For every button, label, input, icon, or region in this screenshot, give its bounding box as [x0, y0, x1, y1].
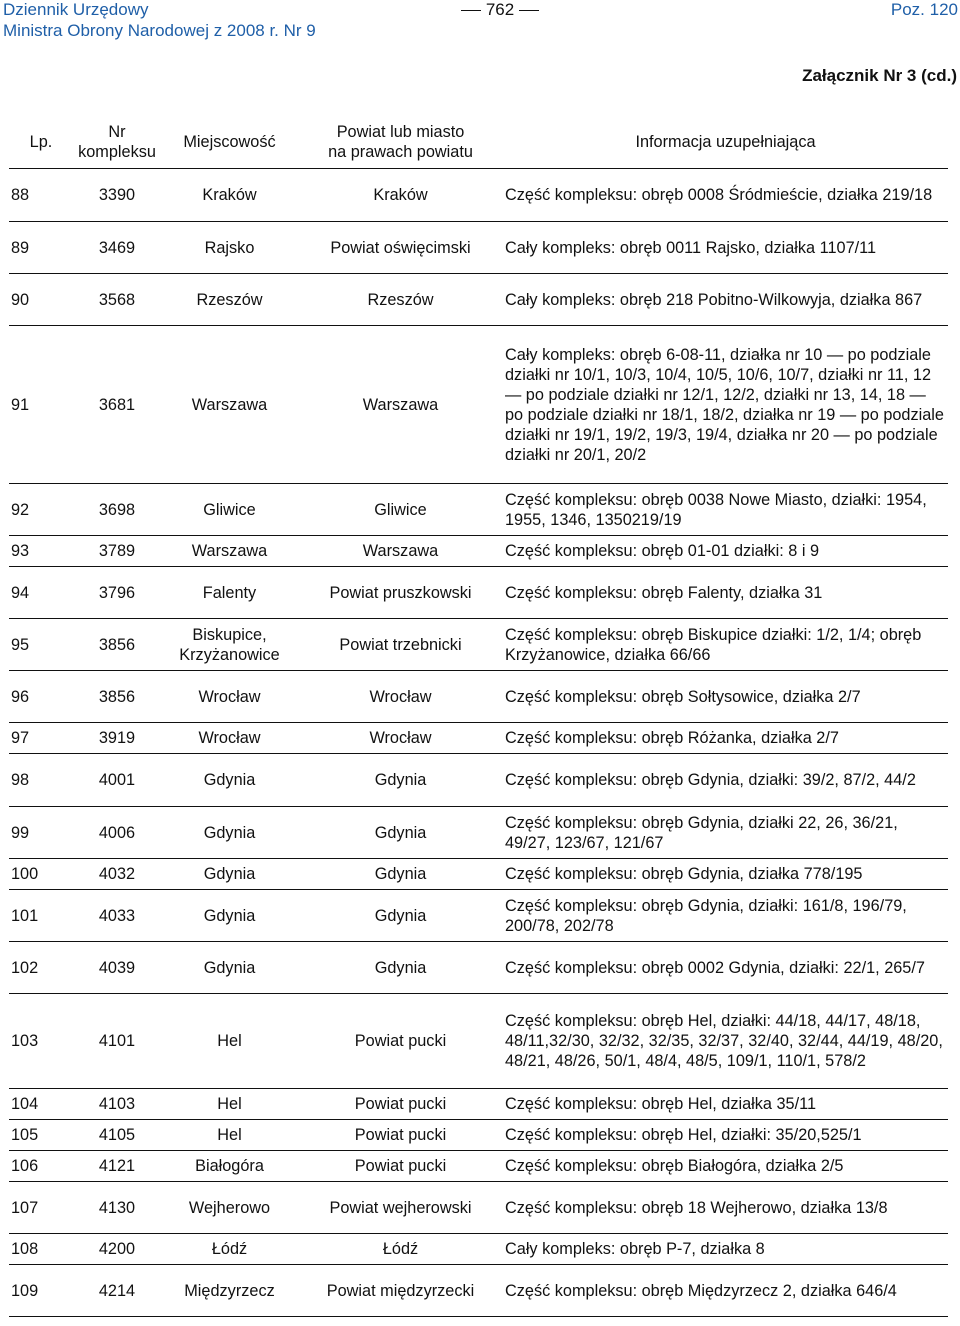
- cell-miejscowosc: Rzeszów: [161, 274, 298, 326]
- cell-miejscowosc: Gdynia: [161, 807, 298, 859]
- cell-powiat: Powiat pruszkowski: [298, 567, 503, 619]
- cell-nr: 3789: [73, 536, 161, 567]
- cell-info: Część kompleksu: obręb Hel, działka 35/11: [503, 1089, 948, 1120]
- cell-nr: 4101: [73, 994, 161, 1089]
- cell-nr: 3919: [73, 723, 161, 754]
- cell-info: Część kompleksu: obręb Gdynia, działki 22, 26, 36/21, 49/27, 123/67, 121/67: [503, 807, 948, 859]
- cell-nr: 4105: [73, 1120, 161, 1151]
- cell-powiat: Wrocław: [298, 723, 503, 754]
- cell-info: Część kompleksu: obręb 0038 Nowe Miasto, działki: 1954, 1955, 1346, 1350219/19: [503, 484, 948, 536]
- table-row: [9, 484, 948, 536]
- cell-powiat: Powiat pucki: [298, 994, 503, 1089]
- cell-lp: 99: [9, 807, 73, 859]
- cell-miejscowosc: Warszawa: [161, 326, 298, 484]
- table-header-row: [9, 116, 948, 169]
- cell-miejscowosc: Hel: [161, 1120, 298, 1151]
- cell-lp: 107: [9, 1182, 73, 1234]
- cell-info: Część kompleksu: obręb 0002 Gdynia, działki: 22/1, 265/7: [503, 942, 948, 994]
- cell-powiat: Powiat wejherowski: [298, 1182, 503, 1234]
- cell-nr: 3698: [73, 484, 161, 536]
- cell-info: Cały kompleks: obręb 218 Pobitno-Wilkowyja, działka 867: [503, 274, 948, 326]
- cell-lp: 102: [9, 942, 73, 994]
- table-row: [9, 1120, 948, 1151]
- cell-nr: 4032: [73, 859, 161, 890]
- col-header-powiat: [298, 116, 503, 169]
- cell-info: Część kompleksu: obręb Różanka, działka 2/7: [503, 723, 948, 754]
- cell-nr: 3856: [73, 619, 161, 671]
- cell-powiat: Gdynia: [298, 890, 503, 942]
- cell-nr: 4200: [73, 1234, 161, 1265]
- col-header-nr: [73, 116, 161, 169]
- table-row: [9, 326, 948, 484]
- cell-info: Część kompleksu: obręb Hel, działki: 35/20,525/1: [503, 1120, 948, 1151]
- table-row: [9, 1234, 948, 1265]
- cell-nr: 4121: [73, 1151, 161, 1182]
- cell-lp: 89: [9, 222, 73, 274]
- cell-info: Część kompleksu: obręb 0008 Śródmieście, działka 219/18: [503, 169, 948, 222]
- cell-miejscowosc: Hel: [161, 1089, 298, 1120]
- cell-powiat: Powiat pucki: [298, 1089, 503, 1120]
- cell-powiat: Warszawa: [298, 536, 503, 567]
- position-number: Poz. 120: [890, 0, 958, 19]
- cell-lp: 90: [9, 274, 73, 326]
- cell-info: Część kompleksu: obręb Hel, działki: 44/18, 44/17, 48/18, 48/11,32/30, 32/32, 32/35, 32/37, 32/40, 32/44, 44/19, 48/20, 48/21, 48/26, 50/1, 48/4, 48/5, 109/1, 110/1, 578/2: [503, 994, 948, 1089]
- table-row: [9, 567, 948, 619]
- cell-powiat: Powiat oświęcimski: [298, 222, 503, 274]
- cell-lp: 95: [9, 619, 73, 671]
- cell-lp: 100: [9, 859, 73, 890]
- cell-nr: 3681: [73, 326, 161, 484]
- cell-powiat: Gdynia: [298, 754, 503, 807]
- cell-info: Część kompleksu: obręb Gdynia, działki: 39/2, 87/2, 44/2: [503, 754, 948, 807]
- cell-lp: 104: [9, 1089, 73, 1120]
- cell-lp: 109: [9, 1265, 73, 1317]
- cell-nr: 4033: [73, 890, 161, 942]
- cell-lp: 108: [9, 1234, 73, 1265]
- cell-info: Część kompleksu: obręb Sołtysowice, działka 2/7: [503, 671, 948, 723]
- cell-info: Część kompleksu: obręb Gdynia, działki: 161/8, 196/79, 200/78, 202/78: [503, 890, 948, 942]
- table-row: [9, 1182, 948, 1234]
- cell-nr: 3856: [73, 671, 161, 723]
- cell-lp: 93: [9, 536, 73, 567]
- cell-lp: 105: [9, 1120, 73, 1151]
- col-header-lp: Lp.: [9, 116, 73, 169]
- cell-powiat: Gdynia: [298, 807, 503, 859]
- cell-nr: 4001: [73, 754, 161, 807]
- col-header-nr-l1: Nr: [108, 123, 126, 141]
- cell-powiat: Gdynia: [298, 942, 503, 994]
- cell-nr: 3568: [73, 274, 161, 326]
- cell-miejscowosc: Białogóra: [161, 1151, 298, 1182]
- cell-powiat: Rzeszów: [298, 274, 503, 326]
- cell-miejscowosc: Wejherowo: [161, 1182, 298, 1234]
- table-row: [9, 1265, 948, 1317]
- table-row: [9, 274, 948, 326]
- journal-title: Dziennik Urzędowy: [3, 0, 149, 19]
- table-row: [9, 890, 948, 942]
- col-header-powiat-l2: na prawach powiatu: [328, 143, 473, 161]
- cell-lp: 88: [9, 169, 73, 222]
- page-number-text: 762: [485, 0, 515, 19]
- cell-info: Cały kompleks: obręb 6-08-11, działka nr 10 — po podziale działki nr 10/1, 10/3, 10/4, 10/5, 10/6, 10/7, działki nr 11, 12 — po podziale działki nr 12/1, 12/2, działki nr 13, 14, 18 — po podziale działki nr 18/1, 18/2, działka nr 19 — po podziale działki nr 19/1, 19/2, 19/3, 19/4, działka nr 20 — po podziale działki nr 20/1, 20/2: [503, 326, 948, 484]
- cell-info: Część kompleksu: obręb 01-01 działki: 8 i 9: [503, 536, 948, 567]
- cell-miejscowosc: Gdynia: [161, 942, 298, 994]
- cell-info: Część kompleksu: obręb 18 Wejherowo, działka 13/8: [503, 1182, 948, 1234]
- cell-nr: 4039: [73, 942, 161, 994]
- cell-lp: 101: [9, 890, 73, 942]
- cell-miejscowosc: Hel: [161, 994, 298, 1089]
- cell-nr: 3469: [73, 222, 161, 274]
- cell-miejscowosc: Gdynia: [161, 754, 298, 807]
- cell-info: Część kompleksu: obręb Białogóra, działka 2/5: [503, 1151, 948, 1182]
- table-row: [9, 536, 948, 567]
- cell-lp: 103: [9, 994, 73, 1089]
- cell-nr: 4006: [73, 807, 161, 859]
- cell-powiat: Powiat trzebnicki: [298, 619, 503, 671]
- cell-powiat: Kraków: [298, 169, 503, 222]
- cell-miejscowosc: Gdynia: [161, 859, 298, 890]
- cell-lp: 91: [9, 326, 73, 484]
- cell-lp: 97: [9, 723, 73, 754]
- cell-info: Cały kompleks: obręb P-7, działka 8: [503, 1234, 948, 1265]
- cell-miejscowosc: Gdynia: [161, 890, 298, 942]
- attachment-title: Załącznik Nr 3 (cd.): [802, 66, 957, 85]
- cell-info: Cały kompleks: obręb 0011 Rajsko, działka 1107/11: [503, 222, 948, 274]
- cell-nr: 4214: [73, 1265, 161, 1317]
- cell-powiat: Powiat międzyrzecki: [298, 1265, 503, 1317]
- cell-miejscowosc: Łódź: [161, 1234, 298, 1265]
- complex-register-table: [9, 116, 948, 1317]
- table-row: [9, 619, 948, 671]
- col-header-nr-l2: kompleksu: [78, 143, 156, 161]
- cell-lp: 92: [9, 484, 73, 536]
- cell-powiat: Powiat pucki: [298, 1151, 503, 1182]
- col-header-miejscowosc: Miejscowość: [161, 116, 298, 169]
- cell-info: Część kompleksu: obręb Gdynia, działka 778/195: [503, 859, 948, 890]
- cell-nr: 3390: [73, 169, 161, 222]
- table-row: [9, 723, 948, 754]
- ministry-issue: Ministra Obrony Narodowej z 2008 r. Nr 9: [3, 21, 316, 40]
- cell-info: Część kompleksu: obręb Biskupice działki: 1/2, 1/4; obręb Krzyżanowice, działka 66/66: [503, 619, 948, 671]
- cell-miejscowosc: Wrocław: [161, 723, 298, 754]
- table-row: [9, 994, 948, 1089]
- col-header-info: Informacja uzupełniająca: [503, 116, 948, 169]
- table-row: [9, 754, 948, 807]
- table-row: [9, 671, 948, 723]
- cell-miejscowosc: Biskupice, Krzyżanowice: [161, 619, 298, 671]
- cell-miejscowosc: Kraków: [161, 169, 298, 222]
- cell-lp: 94: [9, 567, 73, 619]
- cell-nr: 4103: [73, 1089, 161, 1120]
- cell-lp: 98: [9, 754, 73, 807]
- cell-nr: 4130: [73, 1182, 161, 1234]
- cell-lp: 106: [9, 1151, 73, 1182]
- cell-miejscowosc: Falenty: [161, 567, 298, 619]
- cell-lp: 96: [9, 671, 73, 723]
- col-header-powiat-l1: Powiat lub miasto: [336, 123, 465, 141]
- table-row: [9, 859, 948, 890]
- cell-powiat: Powiat pucki: [298, 1120, 503, 1151]
- cell-miejscowosc: Międzyrzecz: [161, 1265, 298, 1317]
- page-number: [440, 0, 560, 20]
- cell-nr: 3796: [73, 567, 161, 619]
- cell-powiat: Łódź: [298, 1234, 503, 1265]
- table-row: [9, 1089, 948, 1120]
- cell-miejscowosc: Rajsko: [161, 222, 298, 274]
- cell-info: Część kompleksu: obręb Falenty, działka 31: [503, 567, 948, 619]
- table-body: [9, 169, 948, 1317]
- table-row: [9, 222, 948, 274]
- cell-powiat: Warszawa: [298, 326, 503, 484]
- table-row: [9, 1151, 948, 1182]
- cell-info: Część kompleksu: obręb Międzyrzecz 2, działka 646/4: [503, 1265, 948, 1317]
- cell-miejscowosc: Warszawa: [161, 536, 298, 567]
- cell-powiat: Gliwice: [298, 484, 503, 536]
- table-row: [9, 807, 948, 859]
- table-row: [9, 942, 948, 994]
- cell-powiat: Wrocław: [298, 671, 503, 723]
- cell-powiat: Gdynia: [298, 859, 503, 890]
- table-row: [9, 169, 948, 222]
- cell-miejscowosc: Gliwice: [161, 484, 298, 536]
- cell-miejscowosc: Wrocław: [161, 671, 298, 723]
